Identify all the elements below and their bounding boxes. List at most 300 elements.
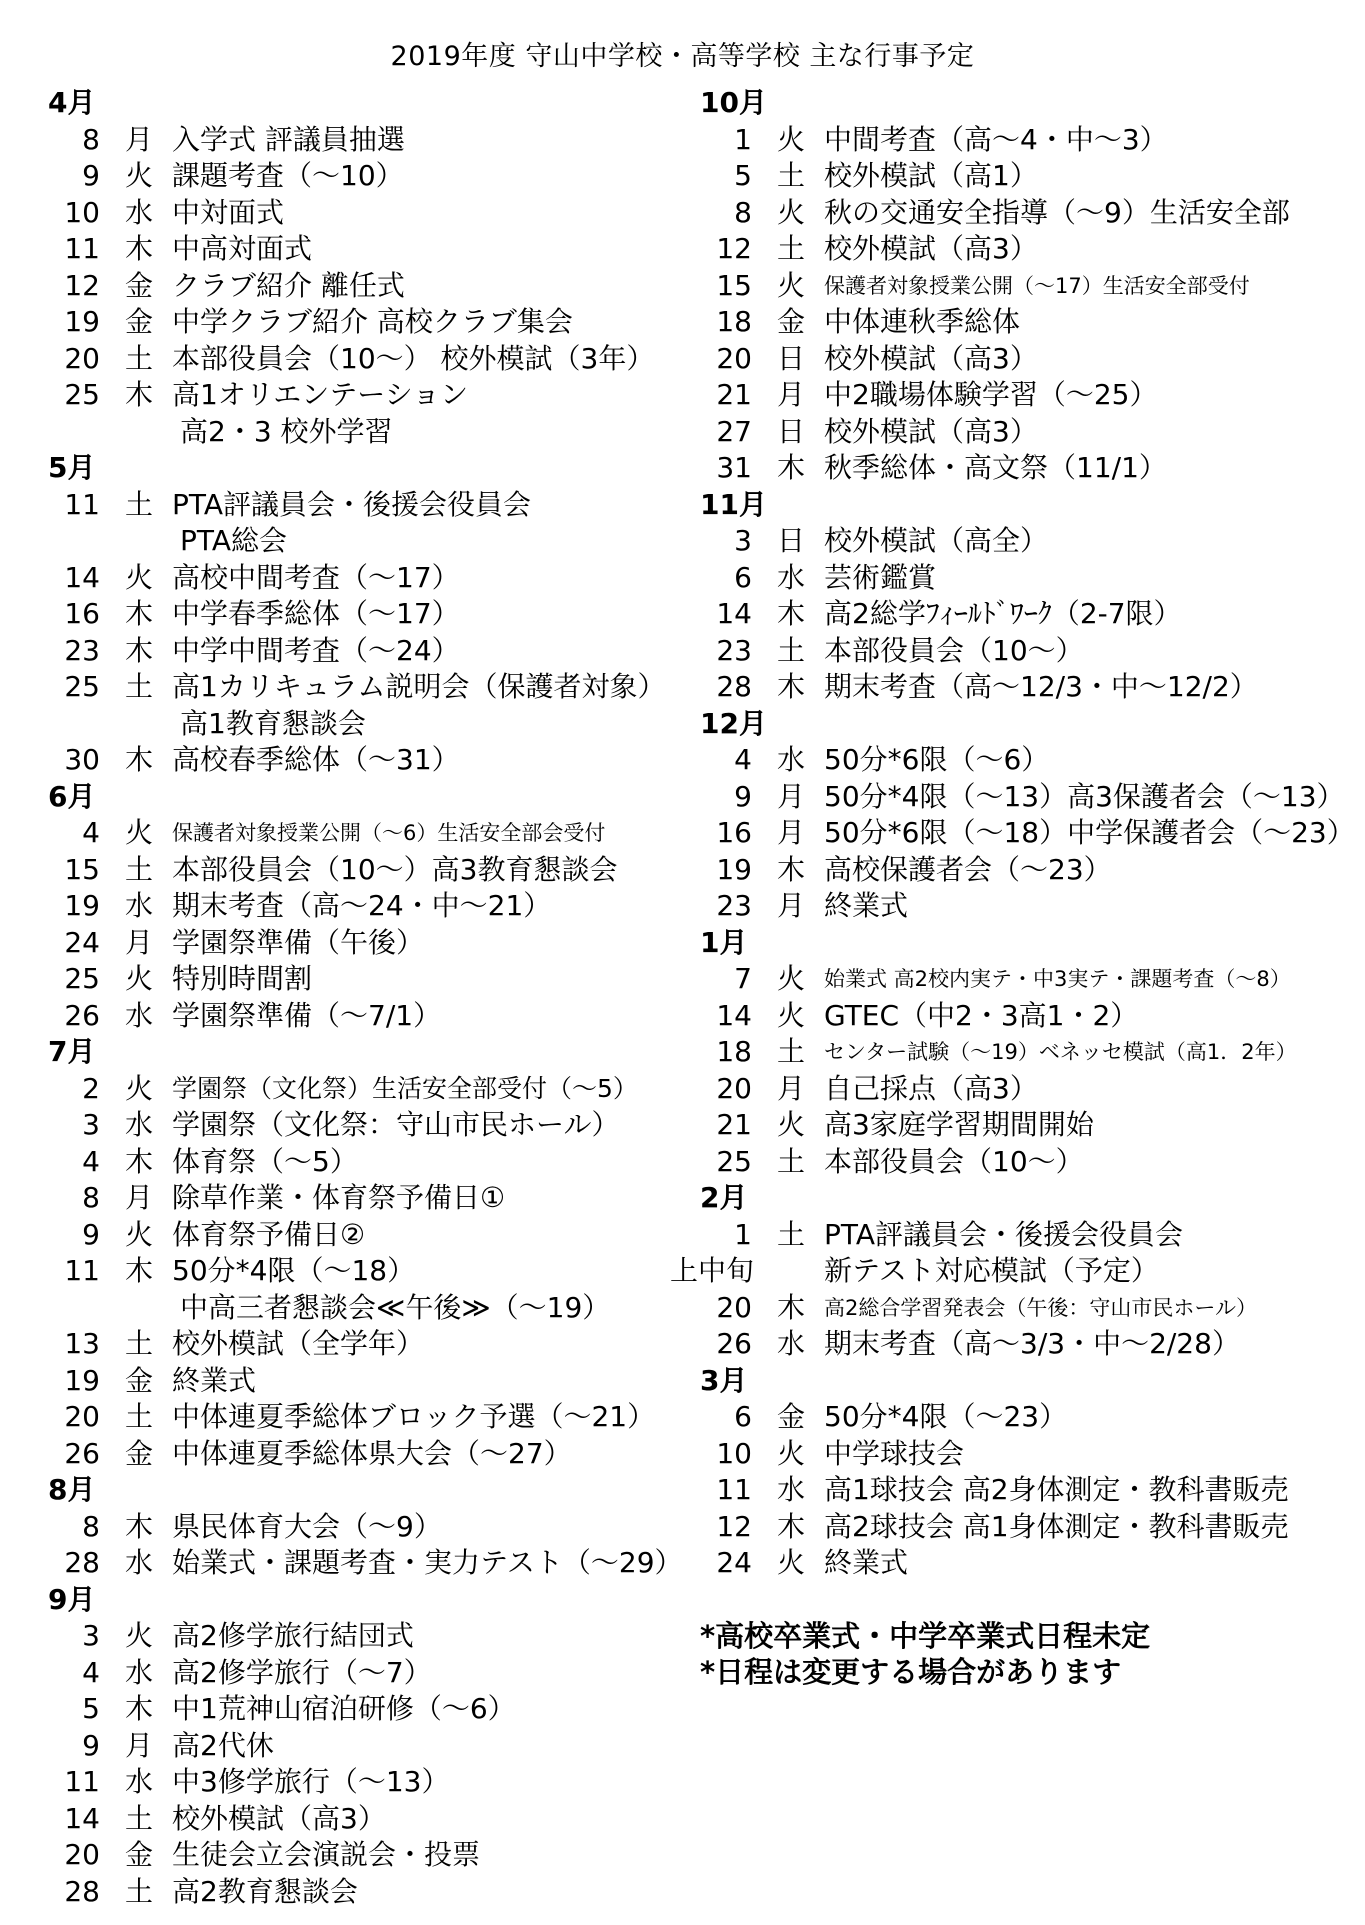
event-text: 高2球技会 高1身体測定・教科書販売 [824,1509,1289,1543]
month-heading: 2月 [700,1181,748,1214]
event-weekday: 土 [776,1217,805,1251]
month-heading: 7月 [48,1035,96,1068]
event-text: 学園祭（文化祭）生活安全部受付（～5） [172,1073,638,1103]
event-day: 7 [734,962,752,995]
event-day: 26 [716,1327,752,1360]
event-text: 秋の交通安全指導（～9）生活安全部 [824,195,1290,229]
event-day: 19 [716,852,752,886]
event-text: 高2代休 [172,1728,274,1762]
event-row [700,669,1340,706]
event-row [48,1180,688,1217]
event-text: 生徒会立会演説会・投票 [172,1838,481,1871]
event-day: 26 [64,998,100,1032]
event-row [48,377,688,414]
event-day: 1 [734,122,752,156]
right-column [670,85,1355,1691]
event-day: 14 [64,560,100,594]
event-row [48,1144,688,1181]
event-weekday: 土 [124,341,153,375]
event-weekday: 火 [124,159,153,192]
event-weekday: 月 [776,816,805,849]
event-weekday: 土 [124,852,153,886]
event-day: 8 [734,195,752,229]
event-text: 50分*6限（～6） [824,743,1050,776]
event-weekday: 金 [124,1363,153,1397]
event-weekday: 木 [124,1509,153,1543]
event-text: 保護者対象授業公開（～6）生活安全部会受付 [172,821,606,845]
event-weekday: 火 [124,962,153,995]
event-day: 18 [716,1035,752,1068]
event-weekday: 日 [776,524,805,557]
event-row [700,1107,1340,1144]
event-weekday: 金 [124,1436,153,1470]
event-row [700,852,1340,889]
event-row [700,888,1340,925]
event-row [700,414,1340,451]
event-row [700,268,1340,305]
event-row [48,158,688,195]
event-day: 19 [64,1363,100,1397]
event-row [48,560,688,597]
event-day: 15 [716,268,752,302]
event-row [700,596,1340,633]
event-text: 中高対面式 [172,232,313,265]
event-day: 19 [64,889,100,922]
event-weekday: 火 [776,268,805,302]
event-day: 4 [734,743,752,776]
event-row [700,1509,1340,1546]
event-weekday: 木 [776,852,805,886]
event-row [700,1545,1340,1582]
event-weekday: 月 [124,1181,153,1214]
event-weekday: 土 [776,232,805,265]
event-row [48,1436,688,1473]
event-text: 入学式 評議員抽選 [172,122,405,156]
event-weekday: 土 [776,633,805,667]
event-row [48,998,688,1035]
event-weekday: 土 [124,1400,153,1433]
event-text: 終業式 [172,1363,257,1397]
event-weekday: 土 [124,487,153,521]
month-section [48,85,688,450]
event-day: 26 [64,1436,100,1470]
month-heading: 12月 [700,706,767,740]
event-text: 高2修学旅行（～7） [172,1655,432,1689]
event-row [700,1034,1340,1071]
event-weekday: 火 [124,816,153,849]
event-day: 21 [716,378,752,411]
event-text: 秋季総体・高文祭（11/1） [824,451,1167,484]
event-text: 高2総学ﾌｨｰﾙﾄﾞﾜｰｸ（2-7限） [824,597,1182,630]
event-weekday: 土 [776,159,805,192]
event-text: 期末考査（高～12/3・中～12/2） [824,670,1258,703]
event-text: PTA評議員会・後援会役員会 [824,1217,1183,1251]
event-text: 50分*4限（～23） [824,1400,1068,1433]
event-row [700,1326,1340,1363]
event-day: 20 [64,1400,100,1433]
event-day: 1 [734,1217,752,1251]
note-schedule-change: *日程は変更する場合があります [700,1655,1122,1689]
month-section [700,1363,1340,1582]
page-title: 2019年度 守山中学校・高等学校 主な行事予定 [390,41,975,72]
event-text: 校外模試（高3） [824,414,1038,448]
event-row [700,122,1340,159]
event-text: 体育祭予備日② [172,1217,366,1251]
event-day: 13 [64,1327,100,1360]
event-day: 21 [716,1108,752,1141]
event-row [700,1144,1340,1181]
month-heading: 5月 [48,451,96,484]
month-section [48,1034,688,1472]
event-day: 12 [716,232,752,265]
event-text: 50分*4限（～18） [172,1254,416,1287]
event-text: 課題考査（～10） [172,159,404,192]
event-text: PTA評議員会・後援会役員会 [172,487,531,521]
event-weekday: 月 [124,925,153,959]
event-text: 本部役員会（10～） [824,633,1084,667]
event-day: 20 [716,1290,752,1324]
event-text: PTA総会 [180,524,287,557]
event-row [48,1874,688,1911]
event-text: 学園祭準備（～7/1） [172,998,442,1032]
event-day: 16 [716,816,752,849]
event-weekday: 水 [124,889,153,922]
event-day: 11 [64,1254,100,1287]
event-text: 中体連秋季総体 [824,305,1021,338]
event-day: 25 [64,670,100,703]
event-weekday: 土 [124,1327,153,1360]
event-row [48,195,688,232]
event-day: 24 [64,925,100,959]
event-weekday: 水 [124,195,153,229]
event-row [700,341,1340,378]
event-text: 芸術鑑賞 [824,560,937,594]
month-heading: 11月 [700,487,767,521]
event-row [700,560,1340,597]
event-day: 3 [82,1108,100,1141]
event-row [48,1764,688,1801]
event-weekday: 日 [776,414,805,448]
event-row [48,852,688,889]
event-text: 終業式 [824,1546,909,1579]
event-weekday: 土 [776,1144,805,1178]
event-row [48,925,688,962]
event-text: 校外模試（高3） [824,232,1038,265]
month-heading: 3月 [700,1363,748,1397]
event-text: 中2職場体験学習（～25） [824,378,1158,411]
event-day: 15 [64,852,100,886]
event-text: 高2修学旅行結団式 [172,1619,414,1652]
event-day: 25 [64,962,100,995]
event-row [48,1363,688,1400]
event-weekday: 火 [776,122,805,156]
event-day: 2 [82,1071,100,1105]
month-section [700,925,1340,1181]
event-weekday: 木 [124,597,153,630]
event-text: GTEC（中2・3高1・2） [824,998,1139,1032]
event-row [700,633,1340,670]
event-day: 4 [82,1144,100,1178]
event-text: 高1教育懇談会 [180,706,366,740]
event-row [700,304,1340,341]
event-row [700,195,1340,232]
event-row [48,1253,688,1290]
event-row [700,742,1340,779]
event-row [700,1399,1340,1436]
event-weekday: 火 [776,1546,805,1579]
event-day: 5 [82,1692,100,1725]
month-heading: 8月 [48,1473,96,1506]
event-row [700,1217,1340,1254]
event-text: 高2・3 校外学習 [180,414,393,448]
month-section [700,706,1355,925]
event-weekday: 金 [124,1838,153,1871]
event-weekday: 火 [776,962,805,995]
event-row [48,669,688,706]
event-text: 校外模試（高1） [824,159,1038,192]
event-weekday: 月 [776,1071,805,1105]
event-day: 23 [716,633,752,667]
event-day: 20 [716,341,752,375]
event-day: 16 [64,597,100,630]
event-text: 新テスト対応模試（予定） [824,1254,1159,1287]
event-row [700,779,1345,816]
month-heading: 6月 [48,779,96,813]
event-day: 10 [716,1436,752,1470]
event-day: 11 [64,232,100,265]
event-row [48,414,688,451]
event-text: 始業式・課題考査・実力テスト（～29） [172,1546,683,1579]
event-text: 校外模試（高全） [824,524,1049,557]
event-day: 23 [716,889,752,922]
event-text: 高校春季総体（～31） [172,743,460,776]
event-row [700,815,1355,852]
month-section [700,487,1340,706]
event-day: 19 [64,305,100,338]
event-text: 校外模試（全学年） [172,1327,425,1360]
event-text: 校外模試（高3） [172,1801,386,1835]
right-months [670,85,1355,1582]
event-row [48,633,688,670]
event-weekday: 木 [124,1692,153,1725]
event-row [48,961,688,998]
month-heading: 1月 [700,925,748,959]
event-weekday: 水 [124,1546,153,1579]
event-weekday: 金 [776,305,805,338]
event-weekday: 月 [776,779,805,813]
event-row [48,888,688,925]
event-day: 18 [716,305,752,338]
event-text: 校外模試（高3） [824,341,1038,375]
event-text: 終業式 [824,889,909,922]
event-row [48,1545,688,1582]
event-weekday: 水 [124,1765,153,1798]
event-weekday: 火 [776,195,805,229]
event-day: 3 [734,524,752,557]
event-row [48,1801,688,1838]
event-weekday: 火 [124,1619,153,1652]
event-day: 23 [64,633,100,667]
event-text: 自己採点（高3） [824,1071,1038,1105]
event-row [700,1436,1340,1473]
event-text: 学園祭（文化祭：守山市民ホール） [172,1108,620,1141]
event-row [48,596,688,633]
event-day: 14 [716,597,752,630]
event-text: 除草作業・体育祭予備日① [172,1181,506,1214]
event-weekday: 土 [124,670,153,703]
event-row [48,1837,688,1874]
event-weekday: 火 [124,560,153,594]
event-text: 特別時間割 [172,962,313,995]
event-day: 20 [64,1838,100,1871]
event-weekday: 月 [776,889,805,922]
event-weekday: 木 [124,633,153,667]
event-weekday: 金 [124,268,153,302]
event-day: 8 [82,122,100,156]
event-day: 9 [82,1728,100,1762]
event-day: 10 [64,195,100,229]
event-row [48,1691,688,1728]
event-text: 高3家庭学習期間開始 [824,1108,1094,1141]
notes [700,1618,1340,1691]
event-weekday: 月 [124,122,153,156]
event-row [48,1728,688,1765]
event-row [700,158,1340,195]
event-row [700,1071,1340,1108]
event-weekday: 木 [124,743,153,776]
event-row [48,1655,688,1692]
event-row [700,1290,1340,1327]
event-text: 中学中間考査（～24） [172,633,460,667]
event-text: 体育祭（～5） [172,1144,358,1178]
event-weekday: 水 [124,1655,153,1689]
event-text: 高1カリキュラム説明会（保護者対象） [172,670,666,703]
event-row [700,1472,1340,1509]
event-day: 3 [82,1619,100,1652]
event-weekday: 火 [776,1108,805,1141]
event-text: 中学春季総体（～17） [172,597,460,630]
event-row [48,1107,688,1144]
event-weekday: 水 [776,560,805,594]
event-weekday: 木 [776,1290,805,1324]
event-day: 28 [64,1546,100,1579]
event-weekday: 木 [776,1509,805,1543]
event-row [48,304,688,341]
month-section [48,1472,688,1582]
event-day: 25 [64,378,100,411]
event-row [700,961,1340,998]
event-day: 27 [716,414,752,448]
event-row [700,450,1340,487]
event-weekday: 月 [124,1728,153,1762]
event-weekday: 水 [124,1108,153,1141]
event-day: 30 [64,743,100,776]
event-text: 保護者対象授業公開（～17）生活安全部受付 [824,273,1250,298]
event-row [48,1290,688,1327]
event-text: 高1オリエンテーション [172,378,469,411]
event-text: 中体連夏季総体県大会（～27） [172,1436,572,1470]
event-weekday: 木 [124,232,153,265]
event-day: 12 [64,268,100,302]
event-weekday: 日 [776,341,805,375]
event-day: 11 [716,1473,752,1506]
event-text: 期末考査（高～3/3・中～2/28） [824,1327,1240,1360]
event-weekday: 土 [776,1035,805,1068]
event-weekday: 火 [776,1436,805,1470]
event-row [48,742,688,779]
event-weekday: 金 [776,1400,805,1433]
event-row [700,998,1340,1035]
month-section [700,85,1340,487]
event-text: 高1球技会 高2身体測定・教科書販売 [824,1473,1289,1506]
event-text: 中1荒神山宿泊研修（～6） [172,1692,516,1725]
event-text: 50分*4限（～13）高3保護者会（～13） [824,779,1345,813]
event-row [48,268,688,305]
event-day: 8 [82,1509,100,1543]
event-row [48,1509,688,1546]
event-text: 高2総合学習発表会（午後：守山市民ホール） [824,1295,1257,1320]
event-weekday: 月 [776,378,805,411]
month-section [48,1582,688,1911]
event-text: 始業式 高2校内実テ・中3実テ・課題考査（～8） [824,967,1291,991]
event-text: 高校保護者会（～23） [824,852,1112,886]
event-weekday: 木 [776,451,805,484]
event-day: 4 [82,816,100,849]
event-row [48,231,688,268]
event-text: 期末考査（高～24・中～21） [172,889,552,922]
event-weekday: 水 [776,743,805,776]
event-weekday: 水 [776,1327,805,1360]
event-day: 28 [716,670,752,703]
note-graduation: *高校卒業式・中学卒業式日程未定 [700,1618,1151,1653]
event-day: 上中旬 [670,1254,755,1287]
event-weekday: 木 [776,670,805,703]
event-text: 本部役員会（10～）高3教育懇談会 [172,852,618,886]
event-row [48,1399,688,1436]
month-section [48,450,688,779]
event-day: 6 [734,560,752,594]
event-row [48,1326,688,1363]
event-day: 20 [64,341,100,375]
event-day: 14 [716,998,752,1032]
event-row [700,523,1340,560]
event-text: 中学球技会 [824,1436,965,1470]
event-weekday: 金 [124,305,153,338]
event-row [48,1618,688,1655]
event-weekday: 火 [124,1217,153,1251]
event-day: 9 [82,1217,100,1251]
event-day: 6 [734,1400,752,1433]
event-day: 28 [64,1874,100,1908]
event-day: 24 [716,1546,752,1579]
event-text: センター試験（～19）ベネッセ模試（高1．2年） [824,1040,1297,1064]
event-text: 中高三者懇談会≪午後≫（～19） [180,1290,611,1324]
event-row [48,341,688,378]
event-weekday: 水 [124,998,153,1032]
month-section [670,1180,1340,1363]
event-day: 9 [734,779,752,813]
left-column [48,85,688,1910]
event-day: 31 [716,451,752,484]
event-text: 中対面式 [172,195,285,229]
month-section [48,779,688,1035]
event-text: 本部役員会（10～） 校外模試（3年） [172,341,655,375]
event-day: 9 [82,159,100,192]
month-heading: 4月 [48,86,96,119]
event-row [48,122,688,159]
event-weekday: 土 [124,1874,153,1908]
month-heading: 9月 [48,1582,96,1616]
